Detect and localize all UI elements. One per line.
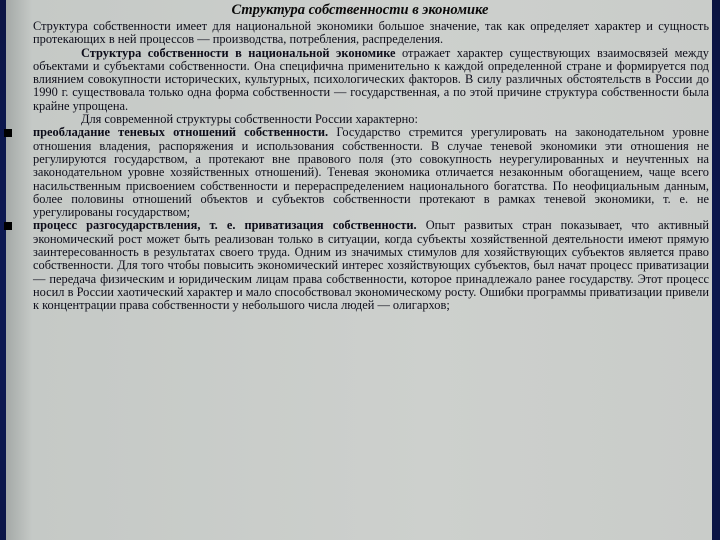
paragraph-structure-text: отражает характер существующих взаимосвязей между объектами и субъектами собственности. Она специфична применительно к каждой определенной стране и формируется под влиянием совокупности исторических, культурных, психологических факторов. В силу различных обстоятельств в России до 1990 г. существовала только одна форма собственности — государственная, а по этой причине структура собственности была крайне упрощена. <box>33 45 709 113</box>
bullet-square-icon <box>4 222 12 230</box>
bullet-shadow-bold: преобладание теневых отношений собственности. <box>33 125 329 140</box>
bullet-square-icon <box>4 129 12 137</box>
bullet-item-shadow <box>33 126 709 219</box>
bullet-privatization-bold: процесс разгосударствления, т. е. приватизация собственности. <box>33 218 417 233</box>
bullet-shadow-text: Государство стремится урегулировать на законодательном уровне отношения владения, распоряжения и использования собственности. В случае теневой экономики эти отношения не регулируются государством, а протекают вне правового поля (это совокупность неурегулированных и неучтенных на законодательном уровне хозяйственных отношений). Теневая экономика отличается незаконным обогащением, чаще всего насильственным присвоением собственности и перераспределением национального богатства. По неофициальным данным, более половины отношений объектов и субъектов собственности протекают в рамках теневой экономики, т. е. не урегулированы государством; <box>33 125 710 220</box>
bullet-item-privatization <box>33 219 709 312</box>
paragraph-characteristic: Для современной структуры собственности России характерно: <box>81 112 418 127</box>
paragraph-structure-bold: Структура собственности в национальной экономике <box>81 45 396 60</box>
slide-content <box>33 20 709 313</box>
paragraph-structure <box>33 47 709 113</box>
bullet-privatization-text: Опыт развитых стран показывает, что активный экономический рост может быть реализован только в ситуации, когда субъекты хозяйственной деятельности имеют прямую заинтересованность в результатах своего труда. Одним из значимых стимулов для хозяйствующих субъектов является право собственности. Для того чтобы повысить экономический интерес хозяйствующих субъектов, был начат процесс приватизации — передача физическим и юридическим лицам права собственности, которое принадлежало ранее государству. Этот процесс носил в России хаотический характер и мало способствовал экономическому росту. Ошибки программы приватизации привели к концентрации права собственности у небольшого числа людей — олигархов; <box>33 218 709 313</box>
paragraph-intro: Структура собственности имеет для национальной экономики большое значение, так как определяет характер и сущность протекающих в ней процессов — производства, потребления, распределения. <box>33 19 709 47</box>
slide-title: Структура собственности в экономике <box>231 2 489 18</box>
